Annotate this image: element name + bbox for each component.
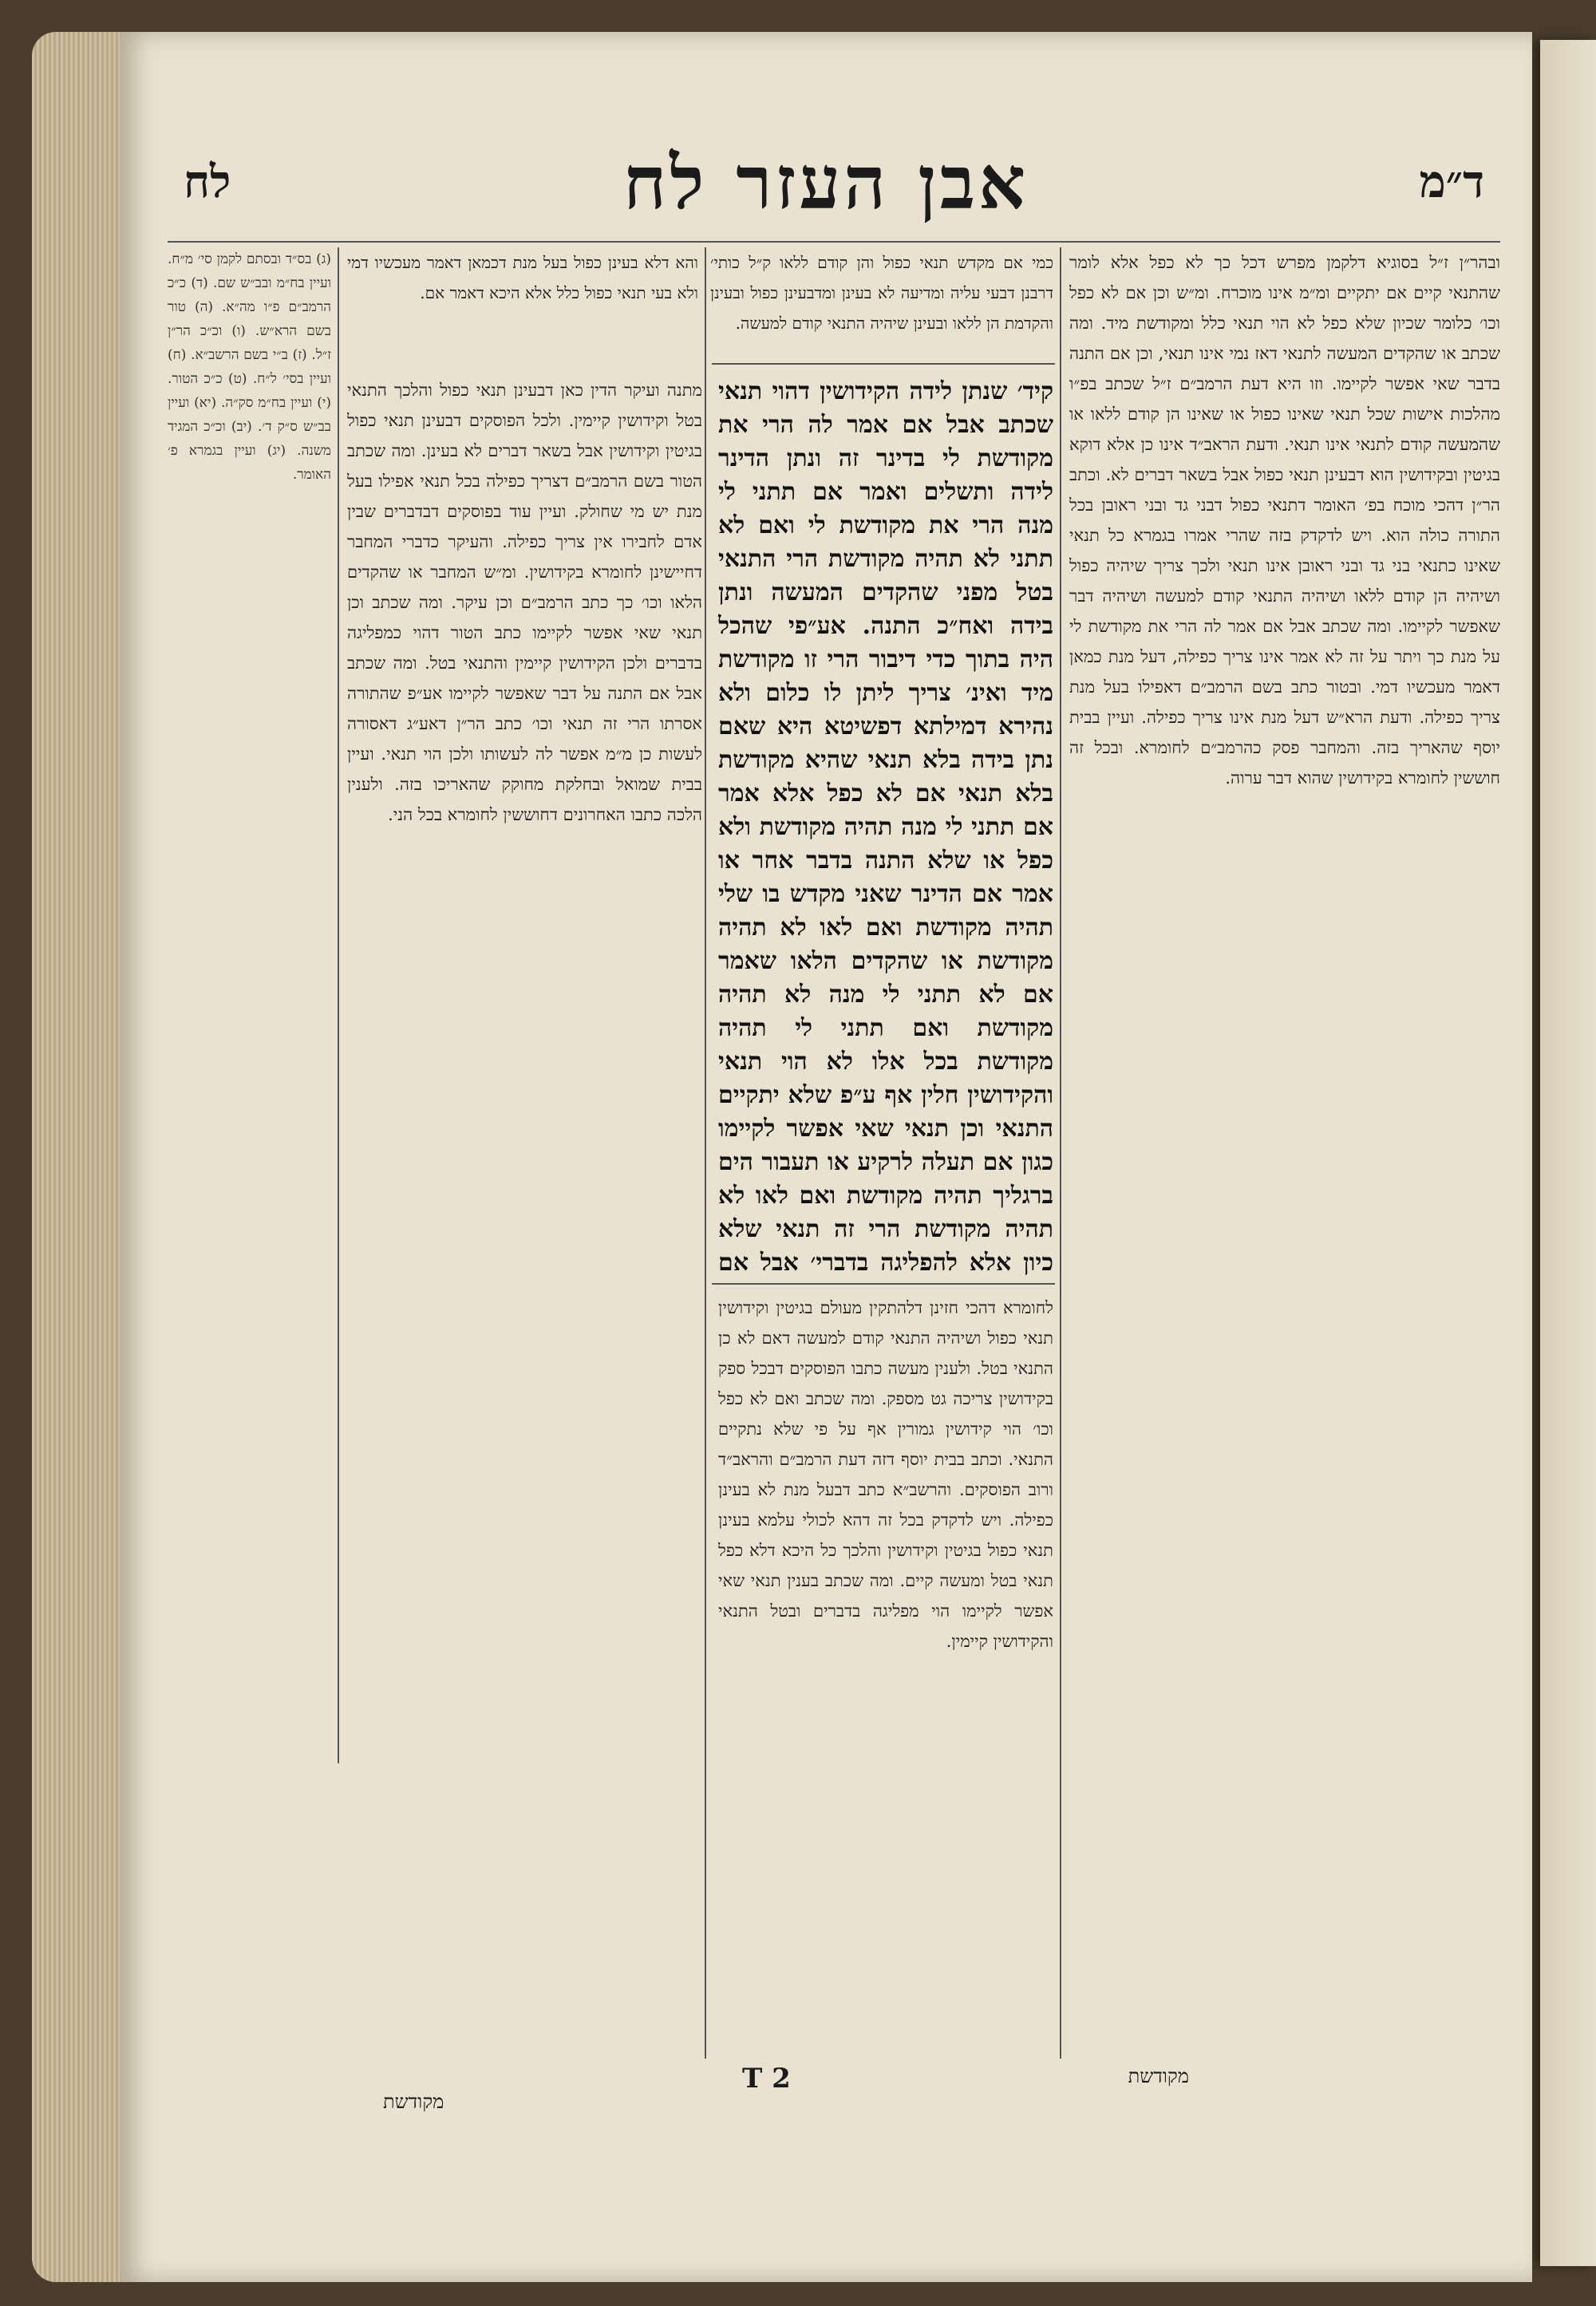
book-page bbox=[120, 32, 1532, 2282]
commentary-top-left bbox=[347, 247, 698, 351]
column-rule-3 bbox=[338, 247, 339, 1763]
main-text-top-rule bbox=[712, 363, 1055, 365]
marginal-notes bbox=[168, 247, 331, 1763]
running-head bbox=[120, 140, 1532, 243]
signature-mark: T 2 bbox=[742, 2063, 791, 2095]
marginal-notes-text: (ג) בס״ד ובסתם לקמן סי׳ מ״ח. ועיין בח״מ ובב״ש שם. (ד) כ״כ הרמב״ם פ״ו מה״א. (ה) טור בשם הרא״ש. (ו) וכ״כ הר״ן ז״ל. (ז) ב״י בשם הרשב״א. (ח) ועיין בסי׳ ל״ח. (ט) כ״כ הטור. (י) ועיין בח״מ סק״ה. (יא) ועיין בב״ש ס״ק ד׳. (יב) וכ״כ המגיד משנה. (יג) ועיין בגמרא פ׳ האומר. bbox=[168, 251, 331, 483]
commentary-lower-center bbox=[718, 1293, 1053, 2091]
main-text: קיד׳ שנתן לידה הקידושין דהוי תנאי שכתב אבל אם אמר לה הרי את מקודשת לי בדינר זה ונתן הדינר לידה ותשלים ואמר אם תתני לי מנה הרי את מקודשת לי ואם לא תתני לא תהיה מקודשת הרי התנאי בטל מפני שהקדים המעשה ונתן בידה ואח״כ התנה. אע״פי שהכל היה בתוך כדי דיבור הרי זו מקודשת מיד ואינ׳ צריך ליתן לו כלום ולא נהירא דמילתא דפשיטא היא שאם נתן בידה בלא תנאי שהיא מקודשת בלא תנאי אם לא כפל אלא אמר אם תתני לי מנה תהיה מקודשת ולא כפל או שלא התנה בדבר אחר או אמר אם הדינר שאני מקדש בו שלי תהיה מקודשת ואם לאו לא תהיה מקודשת או שהקדים הלאו שאמר אם לא תתני לי מנה לא תהיה מקודשת ואם תתני לי תהיה מקודשת בכל אלו לא הוי תנאי והקידושין חלין אף ע״פ שלא יתקיים התנאי וכן תנאי שאי אפשר לקיימו כגון אם תעלה לרקיע או תעבור הים ברגליך תהיה מקודשת ואם לאו לא תהיה מקודשת הרי זה תנאי שלא כיון אלא להפליגה בדברי׳ אבל אם bbox=[718, 377, 1053, 1277]
main-text-block bbox=[718, 375, 1053, 1277]
main-text-bottom-rule bbox=[712, 1283, 1055, 1285]
catchword-right: מקודשת bbox=[1128, 2065, 1189, 2087]
book-page-edges bbox=[32, 32, 128, 2282]
catchword-left: מקודשת bbox=[383, 2091, 444, 2113]
header-rule bbox=[168, 241, 1500, 243]
commentary-top-right-text: כמי אם מקדש תנאי כפול והן קודם ללאו ק״ל כותי׳ דרבנן דבעי עליה ומדיעה לא בעינן ומדבעינן כפול ובעינן והקדמת הן ללאו ובעינן שיהיה התנאי קודם למעשה. bbox=[710, 253, 1053, 333]
commentary-top-left-text: והא דלא בעינן כפול בעל מנת דכמאן דאמר מעכשיו דמי ולא בעי תנאי כפול כלל אלא היכא דאמר אם. bbox=[347, 253, 698, 302]
column-rule-2 bbox=[705, 247, 706, 2059]
page-title: אבן העזר לח bbox=[622, 140, 1029, 226]
commentary-left-column bbox=[347, 375, 702, 2083]
facing-page-edge bbox=[1540, 40, 1596, 2266]
commentary-lower-text: לחומרא דהכי חזינן דלהתקין מעולם בגיטין וקידושין תנאי כפול ושיהיה התנאי קודם למעשה דאם לא כן התנאי בטל. ולענין מעשה כתבו הפוסקים דבכל ספק בקידושין צריכה גט מספק. ומה שכתב ואם לא כפל וכו׳ הוי קידושין גמורין אף על פי שלא נתקיים התנאי. וכתב בבית יוסף דזה דעת הרמב״ם והראב״ד ורוב הפוסקים. והרשב״א כתב דבעל מנת לא בעינן כפילה. ויש לדקדק בכל זה דהא לכולי עלמא בעינן תנאי כפול בגיטין וקידושין והלכך כל היכא דלא כפל תנאי בטל ומעשה קיים. ומה שכתב בענין תנאי שאי אפשר לקיימו הוי מפליגה בדברים ובטל התנאי והקידושין קיימין. bbox=[718, 1298, 1053, 1651]
page-letter-left: לח bbox=[184, 156, 231, 208]
commentary-right-text: ובהר״ן ז״ל בסוגיא דלקמן מפרש דכל כך לא כפל אלא לומר שהתנאי קיים אם יתקיים ומ״מ אינו מוכרח. ומ״ש וכן אם לא כפל וכו׳ כלומר שכיון שלא כפל לא הוי תנאי כלל ומקודשת מיד. ומה שכתב או שהקדים המעשה לתנאי דאז נמי אינו תנאי, וכן אם התנה בדבר שאי אפשר לקיימו. וזו היא דעת הרמב״ם ז״ל שכתב בפ״ו מהלכות אישות שכל תנאי שאינו כפול או שאינו הן קודם ללאו או שהמעשה קודם לתנאי אינו תנאי. ודעת הראב״ד אינו כן אלא דוקא בגיטין ובקידושין הוא דבעינן תנאי כפול אבל בשאר דברים לא. וכתב הר״ן דהכי מוכח בפ׳ האומר דתנאי כפול דבני גד ובני ראובן בכל התורה כולה הוא. ויש לדקדק בזה שהרי אמרו בגמרא כל תנאי שאינו כתנאי בני גד ובני ראובן אינו תנאי ולכך צריך שיהיה כפול ושיהיה הן קודם ללאו ושיהיה התנאי קודם למעשה ושיהיה דבר שאפשר לקיימו. ומה שכתב אבל אם אמר לה הרי את מקודשת לי על מנת כך ויתר על זה לא אמר אינו צריך כפילה, דעל מנת כמאן דאמר מעכשיו דמי. ובטור כתב בשם הרמב״ם דאפילו בעל מנת צריך כפילה. ודעת הרא״ש דעל מנת אינו צריך כפילה. ועיין בבית יוסף שהאריך בזה. והמחבר פסק כהרמב״ם לחומרא. ובכל זה חוששין לחומרא בקידושין שהוא דבר ערוה. bbox=[1069, 253, 1500, 788]
commentary-left-text: מתנה ועיקר הדין כאן דבעינן תנאי כפול והלכך התנאי בטל וקידושין קיימין. ולכל הפוסקים דבעינן תנאי כפול בגיטין וקידושין אבל בשאר דברים לא בעינן. ומה שכתב הטור בשם הרמב״ם דצריך כפילה בכל תנאי אפילו בעל מנת יש מי שחולק. ועיין עוד בפוסקים דבדברים שבין אדם לחבירו אין צריך כפילה. והעיקר כדברי המחבר דחיישינן לחומרא בקידושין. ומ״ש המחבר או שהקדים הלאו וכו׳ כך כתב הרמב״ם וכן עיקר. ומה שכתב וכן תנאי שאי אפשר לקיימו כתב הטור דהוי כמפליגה בדברים ולכן הקידושין קיימין והתנאי בטל. ומה שכתב אבל אם התנה על דבר שאפשר לקיימו אע״פ שהתורה אסרתו הרי זה תנאי וכו׳ כתב הר״ן דאע״ג דאסורה לעשות כן מ״מ אפשר לה לעשותו ולכן הוי תנאי. ועיין בבית שמואל ובחלקת מחוקק שהאריכו בזה. ולענין הלכה כתבו האחרונים דחוששין לחומרא בכל הני. bbox=[347, 381, 702, 824]
commentary-right-column bbox=[1069, 247, 1500, 2067]
commentary-top-right bbox=[710, 247, 1053, 351]
column-rule-1 bbox=[1060, 247, 1061, 2059]
page-letter-right: ד״מ bbox=[1419, 156, 1484, 208]
